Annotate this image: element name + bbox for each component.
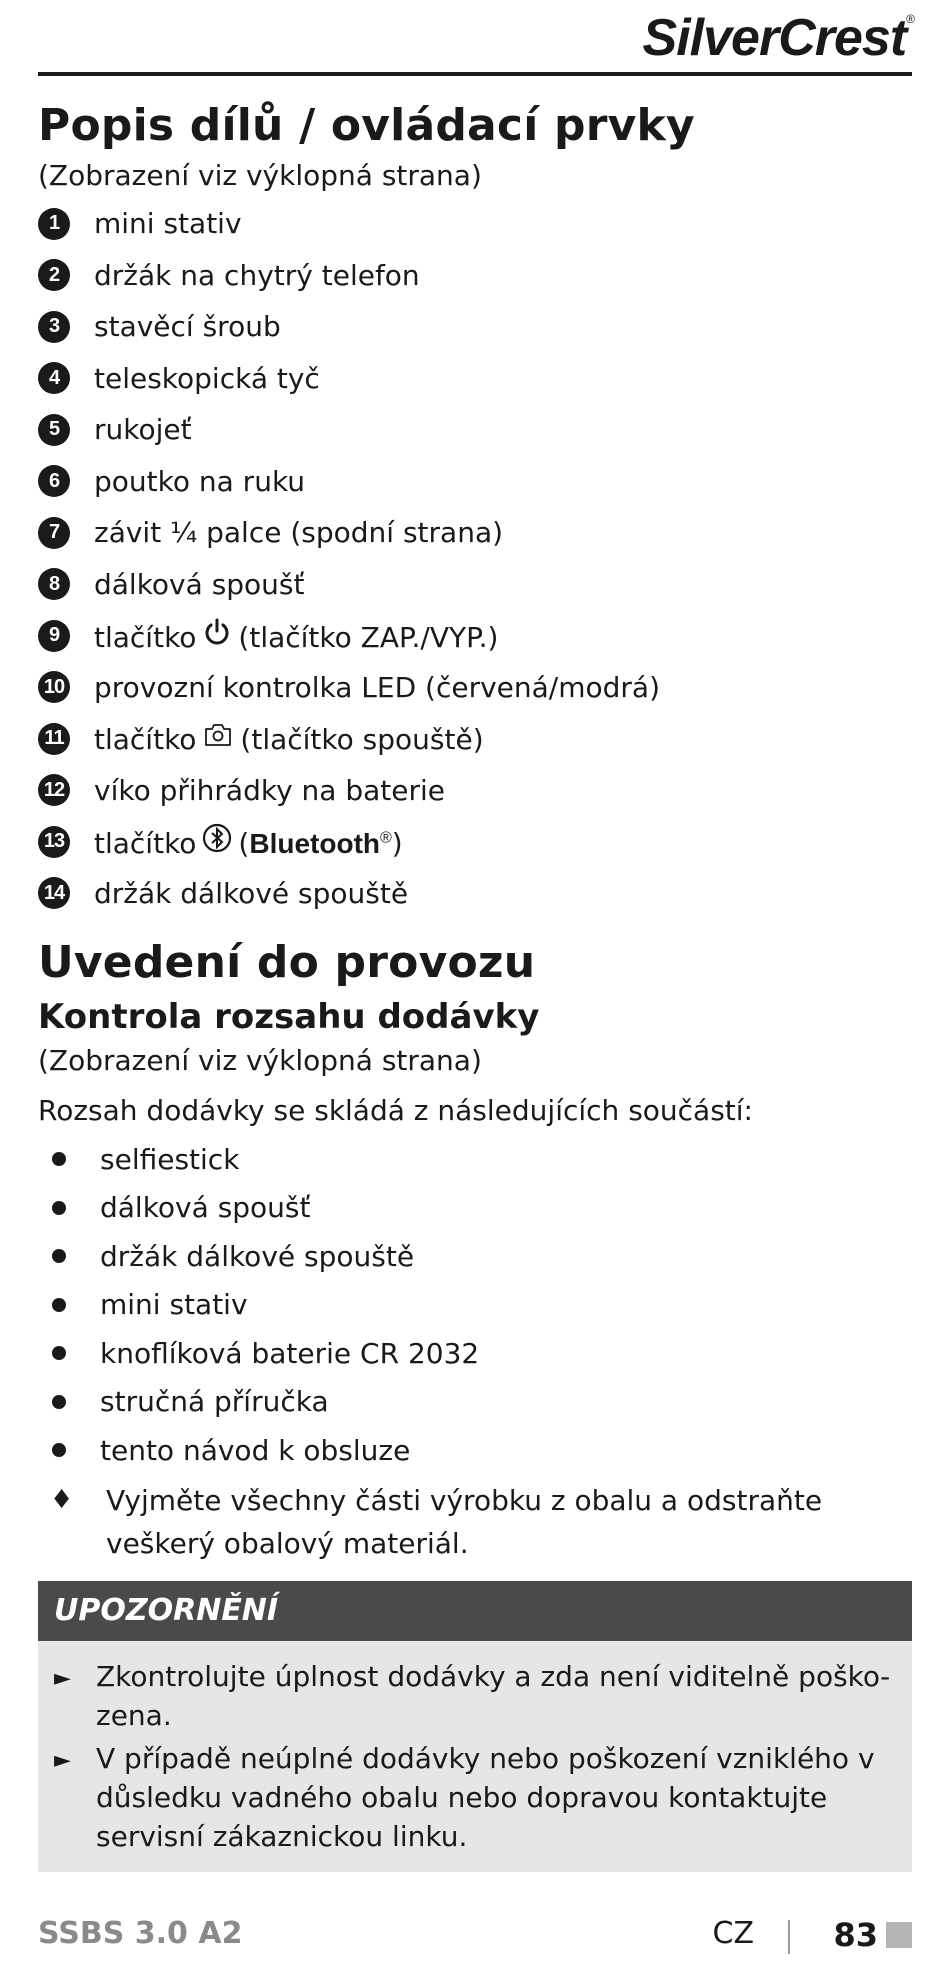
part-item [38,559,912,611]
diamond-icon: ♦ [50,1484,74,1515]
delivery-item [38,1232,912,1281]
subsection-title-delivery: Kontrola rozsahu dodávky [38,997,540,1037]
delivery-item-label: selfiestick [100,1142,240,1176]
parts-list [38,198,912,919]
delivery-item [38,1135,912,1184]
notice-title: UPOZORNĚNÍ [38,1581,912,1641]
part-label-prefix: tlačítko [94,723,197,757]
delivery-item [38,1184,912,1233]
part-item [38,353,912,405]
part-label: dálková spoušť [94,567,305,601]
bluetooth-reg-mark: ® [380,829,392,847]
delivery-item-label: tento návod k obsluze [100,1433,411,1467]
part-number-badge: 2 [38,259,70,291]
delivery-item [38,1329,912,1378]
part-number-badge: 11 [38,723,70,755]
model-number: SSBS 3.0 A2 [38,1916,243,1951]
brand-logo [643,8,914,68]
part-item [38,198,912,250]
delivery-item-label: mini stativ [100,1288,248,1322]
part-number-badge: 9 [38,620,70,652]
part-label-suffix: (tlačítko spouště) [240,723,484,757]
bullet-dot-icon [52,1443,66,1457]
section-title-startup: Uvedení do provozu [38,937,536,988]
power-icon [202,617,232,647]
instruction-row [38,1479,912,1565]
parts-note: (Zobrazení viz výklopná strana) [38,159,482,192]
part-item [38,404,912,456]
part-number-badge: 8 [38,568,70,600]
bullet-dot-icon [52,1249,66,1263]
delivery-item [38,1281,912,1330]
bluetooth-word: Bluetooth [249,828,380,860]
part-label: provozní kontrolka LED (červená/modrá) [94,670,661,704]
brand-reg-mark: ® [906,12,914,26]
part-label: mini stativ [94,207,242,241]
camera-icon [202,721,234,749]
delivery-item-label: knoflíková baterie CR 2032 [100,1336,480,1370]
part-item [38,456,912,508]
part-label: závit ¼ palce (spodní strana) [94,516,504,550]
arrow-right-icon: ► [54,1665,71,1691]
part-label: rukojeť [94,413,192,447]
delivery-item-label: dálková spoušť [100,1191,311,1225]
notice-item [54,1657,896,1735]
part-label [94,617,498,654]
part-label-suffix: (tlačítko ZAP./VYP.) [238,621,499,655]
bullet-dot-icon [52,1201,66,1215]
bullet-dot-icon [52,1298,66,1312]
part-label: víko přihrádky na baterie [94,773,445,807]
part-item [38,713,912,765]
part-item [38,250,912,302]
part-number-badge: 10 [38,671,70,703]
brand-logo-text: SilverCrest [642,9,907,67]
bluetooth-wordmark [249,828,391,859]
delivery-item-label: držák dálkové spouště [100,1239,415,1273]
delivery-item-label: stručná příručka [100,1385,329,1419]
notice-item-text: V případě neúplné dodávky nebo poškození vzniklého v důsledku vadného obalu nebo dopravou kontaktujte servisní zákaznickou linku. [96,1741,875,1853]
page-content [38,96,912,1872]
part-label-prefix: tlačítko [94,621,197,655]
page-footer [38,1916,912,1962]
part-number-badge: 3 [38,311,70,343]
part-number-badge: 14 [38,877,70,909]
part-number-badge: 1 [38,208,70,240]
delivery-intro: Rozsah dodávky se skládá z následujících součástí: [38,1094,753,1127]
instruction-text: Vyjměte všechny části výrobku z obalu a odstraňte veškerý obalový materiál. [106,1483,823,1560]
part-item [38,301,912,353]
part-label: držák dálkové spouště [94,876,409,910]
part-label: držák na chytrý telefon [94,258,420,292]
bluetooth-icon [202,823,232,853]
notice-item-text: Zkontrolujte úplnost dodávky a zda není viditelně poškozena. [96,1659,891,1732]
notice-body [38,1641,912,1872]
delivery-list [38,1135,912,1475]
part-item [38,765,912,817]
part-label: poutko na ruku [94,464,306,498]
delivery-item [38,1378,912,1427]
part-number-badge: 13 [38,826,70,858]
part-number-badge: 7 [38,517,70,549]
language-code: CZ [712,1916,754,1951]
part-item [38,507,912,559]
section-title-parts: Popis dílů / ovládací prvky [38,100,695,151]
notice-box [38,1581,912,1872]
part-label: stavěcí šroub [94,310,281,344]
part-number-badge: 5 [38,414,70,446]
part-item [38,662,912,714]
part-label-paren-open: ( [238,827,250,861]
arrow-right-icon: ► [54,1747,71,1773]
page-marker-square [886,1922,912,1948]
part-item [38,610,912,662]
part-label: teleskopická tyč [94,361,320,395]
delivery-item [38,1426,912,1475]
part-number-badge: 12 [38,774,70,806]
part-label-prefix: tlačítko [94,827,197,861]
bullet-dot-icon [52,1395,66,1409]
part-item [38,868,912,920]
bullet-dot-icon [52,1152,66,1166]
part-item [38,816,912,868]
part-label-paren-close: ) [391,827,403,861]
header-rule [38,72,912,76]
part-label [94,823,403,860]
delivery-note: (Zobrazení viz výklopná strana) [38,1044,482,1077]
bullet-dot-icon [52,1346,66,1360]
footer-divider [788,1920,790,1954]
part-label [94,721,484,756]
part-number-badge: 6 [38,465,70,497]
page-number: 83 [833,1916,878,1954]
notice-item [54,1739,896,1856]
part-number-badge: 4 [38,362,70,394]
